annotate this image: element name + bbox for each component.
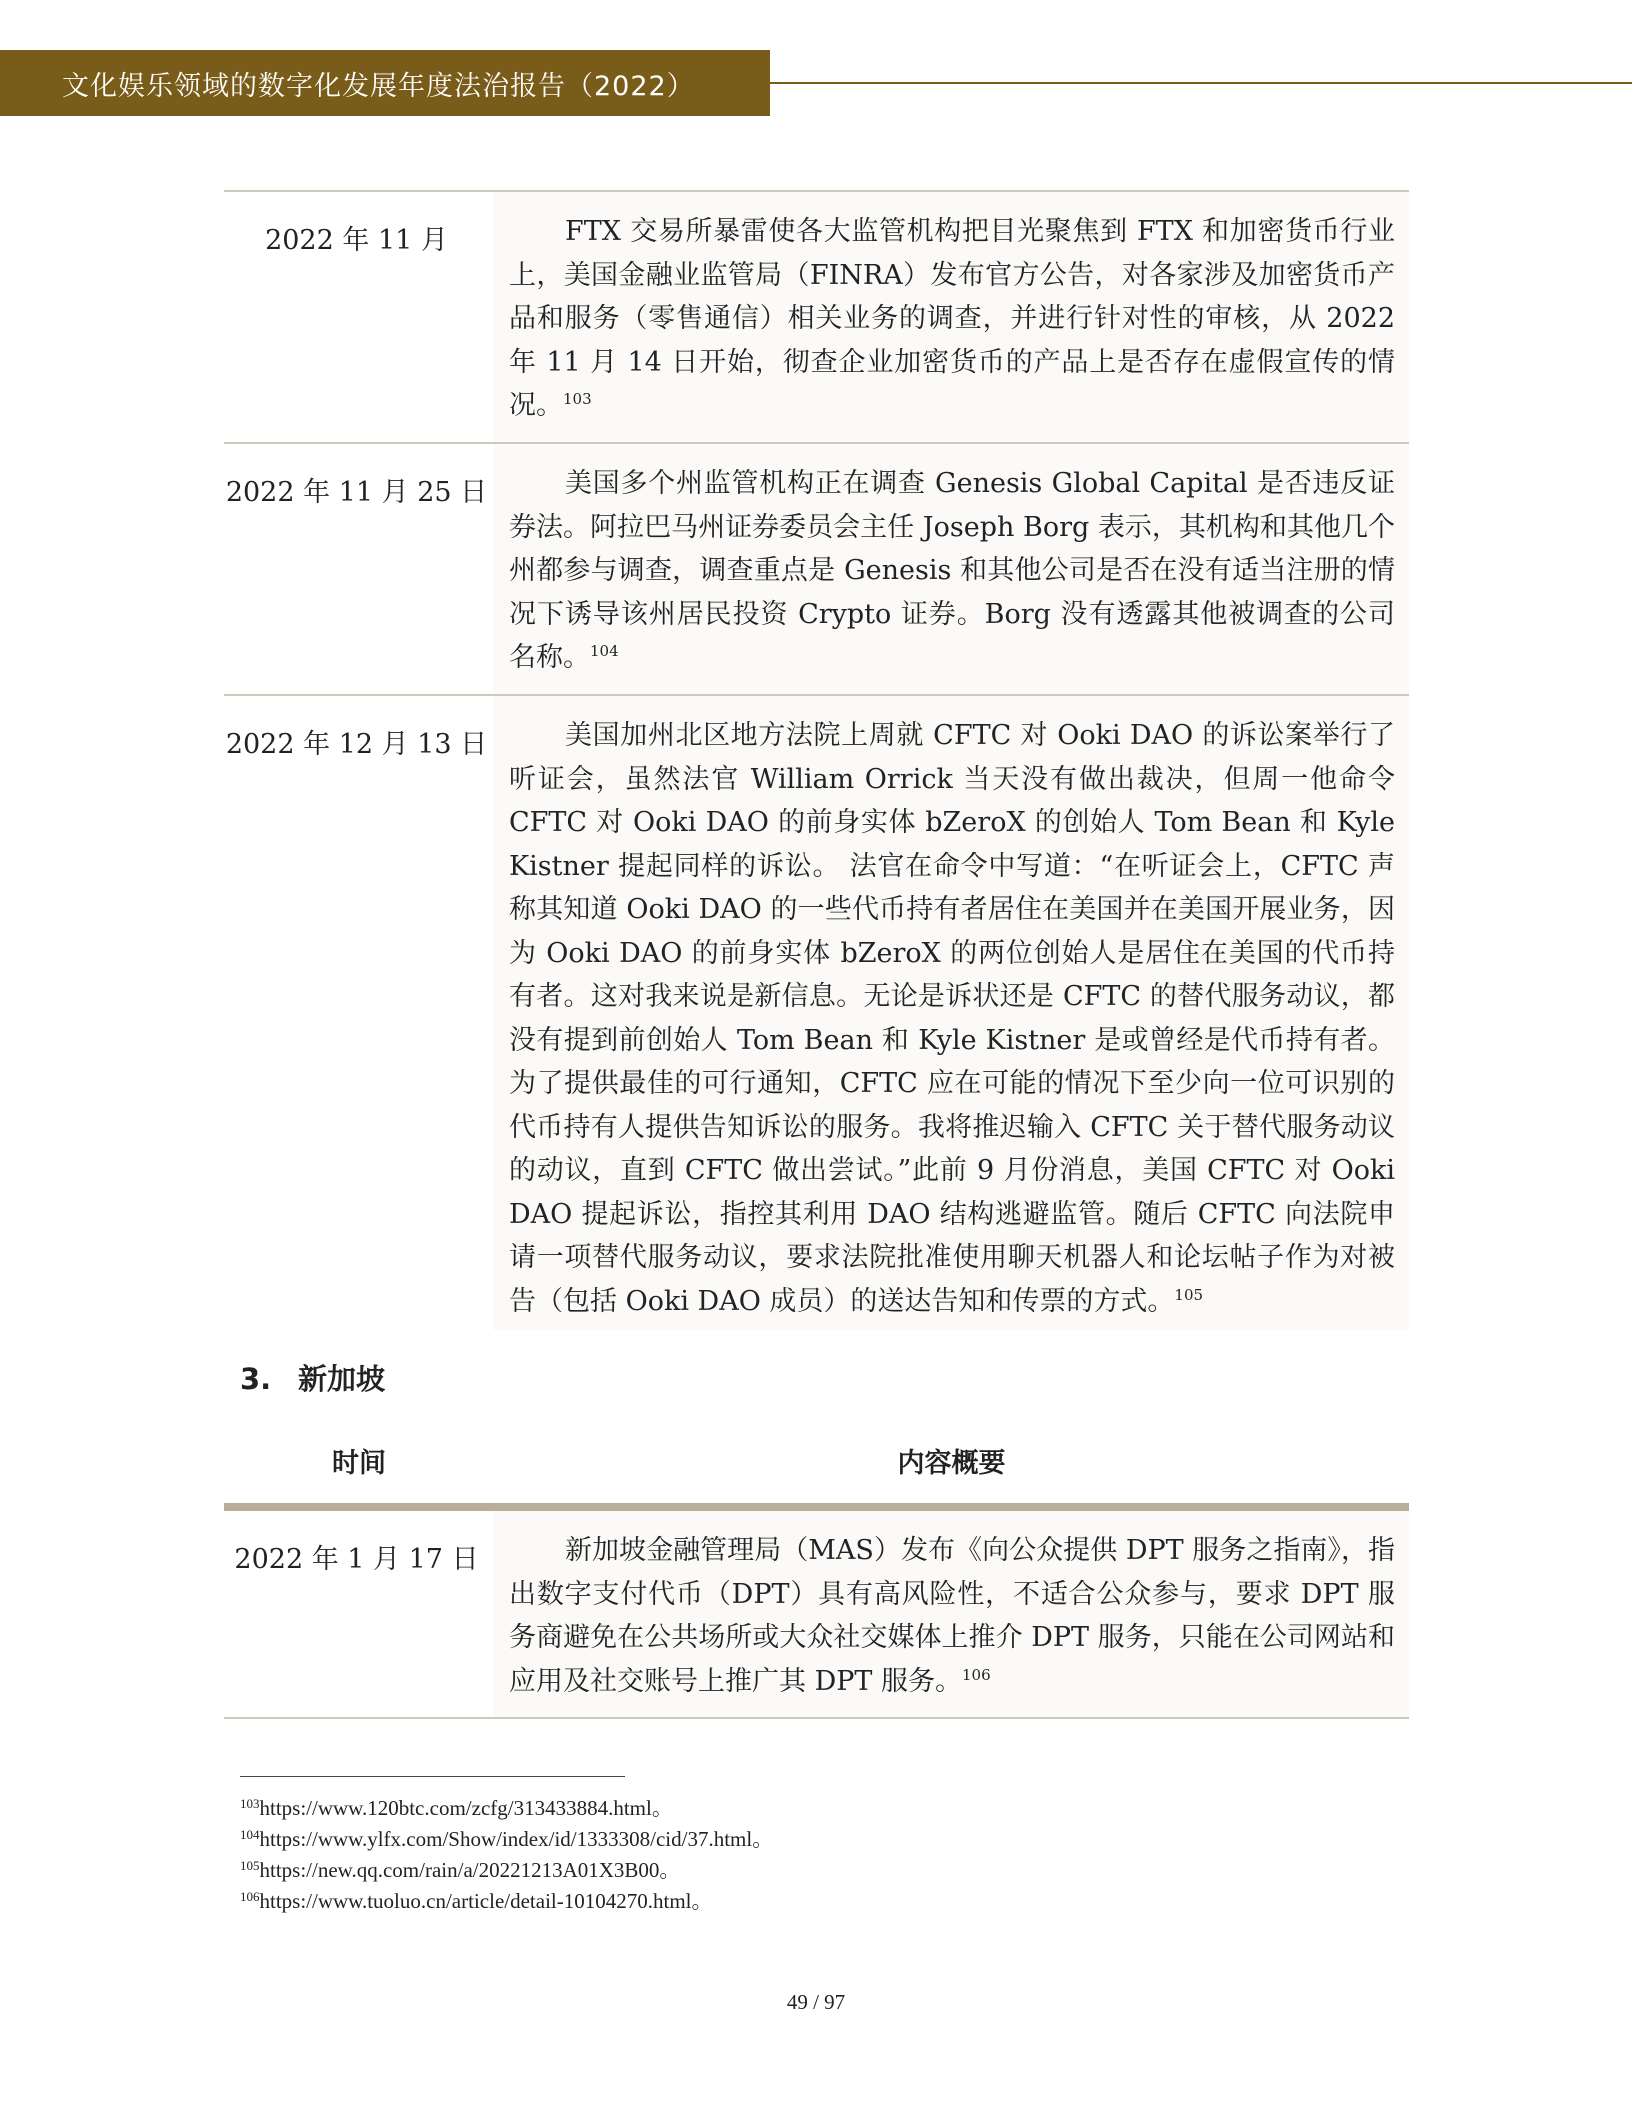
section-title: 新加坡: [298, 1362, 386, 1396]
row-text: 美国多个州监管机构正在调查 Genesis Global Capital 是否违反证券法。阿拉巴马州证券委员会主任 Joseph Borg 表示，其机构和其他几个州都参与调查，调查重点是 Genesis 和其他公司是否在没有适当注册的情况下诱导该州居民投资 Crypto 证券。Borg 没有透露其他被调查的公司名称。: [509, 468, 1395, 673]
page-number: 49 / 97: [786, 1990, 846, 2014]
row-date: 2022 年 1 月 17 日: [224, 1511, 489, 1717]
row-text: FTX 交易所暴雷使各大监管机构把目光聚焦到 FTX 和加密货币行业上，美国金融业监管局（FINRA）发布官方公告，对各家涉及加密货币产品和服务（零售通信）相关业务的调查，并进行针对性的审核，从 2022 年 11 月 14 日开始，彻查企业加密货币的产品上是否存在虚假宣传的情况。: [509, 216, 1395, 421]
table-row: [224, 1511, 1409, 1719]
row-date: 2022 年 12 月 13 日: [224, 696, 489, 1330]
section-number: 3.: [240, 1362, 272, 1396]
table-row: [224, 696, 1409, 1330]
table-header: [224, 1418, 1409, 1502]
events-table-singapore: [224, 1511, 1409, 1719]
footnote: $^{106}$https://www.tuoluo.cn/article/detail-10104270.html。: [240, 1889, 713, 1913]
row-date: 2022 年 11 月 25 日: [224, 444, 489, 694]
header-band: [0, 50, 770, 116]
header-rule: [770, 82, 1632, 84]
row-text: 美国加州北区地方法院上周就 CFTC 对 Ooki DAO 的诉讼案举行了听证会，虽然法官 William Orrick 当天没有做出裁决，但周一他命令 CFTC 对 Ooki DAO 的前身实体 bZeroX 的创始人 Tom Bean 和 Kyle Kistner 提起同样的诉讼。 法官在命令中写道：“在听证会上，CFTC 声称其知道 Ooki DAO 的一些代币持有者居住在美国并在美国开展业务，因为 Ooki DAO 的前身实体 bZeroX 的两位创始人是居住在美国的代币持有者。这对我来说是新信息。无论是诉状还是 CFTC 的替代服务动议，都没有提到前创始人 Tom Bean 和 Kyle Kistner 是或曾经是代币持有者。为了提供最佳的可行通知，CFTC 应在可能的情况下至少向一位可识别的代币持有人提供告知诉讼的服务。我将推迟输入 CFTC 关于替代服务动议的动议，直到 CFTC 做出尝试。”此前 9 月份消息，美国 CFTC 对 Ooki DAO 提起诉讼，指控其利用 DAO 结构逃避监管。随后 CFTC 向法院申请一项替代服务动议，要求法院批准使用聊天机器人和论坛帖子作为对被告（包括 Ooki DAO 成员）的送达告知和传票的方式。: [509, 720, 1395, 1317]
footnote-divider: [240, 1776, 625, 1777]
footnote-ref[interactable]: 106: [962, 1665, 991, 1684]
section-heading: [240, 1357, 385, 1398]
table-row: [224, 190, 1409, 444]
footnote-link[interactable]: https://www.120btc.com/zcfg/313433884.html。: [259, 1796, 673, 1820]
row-text: 新加坡金融管理局（MAS）发布《向公众提供 DPT 服务之指南》，指出数字支付代币（DPT）具有高风险性，不适合公众参与，要求 DPT 服务商避免在公共场所或大众社交媒体上推介 DPT 服务，只能在公司网站和应用及社交账号上推广其 DPT 服务。: [509, 1535, 1395, 1697]
footnote-link[interactable]: https://new.qq.com/rain/a/20221213A01X3B00。: [259, 1858, 681, 1882]
footnote: $^{104}$https://www.ylfx.com/Show/index/id/1333308/cid/37.html。: [240, 1827, 774, 1851]
footnotes: [240, 1793, 773, 1917]
footnote: $^{105}$https://new.qq.com/rain/a/20221213A01X3B00。: [240, 1858, 681, 1882]
footnote-link[interactable]: https://www.tuoluo.cn/article/detail-10104270.html。: [259, 1889, 713, 1913]
table-row: [224, 444, 1409, 696]
events-table-us: [224, 190, 1409, 1330]
table-header-rule: [224, 1503, 1409, 1511]
footnote: $^{103}$https://www.120btc.com/zcfg/313433884.html。: [240, 1796, 673, 1820]
row-content: [493, 192, 1409, 442]
footnote-ref[interactable]: 104: [590, 642, 619, 660]
column-header-date: 时间: [332, 1447, 386, 1479]
footnote-ref[interactable]: 105: [1174, 1285, 1204, 1304]
footnote-ref[interactable]: 103: [563, 390, 592, 408]
row-date: 2022 年 11 月: [224, 192, 489, 442]
footnote-link[interactable]: https://www.ylfx.com/Show/index/id/1333308/cid/37.html。: [259, 1827, 774, 1851]
column-header-content: 内容概要: [897, 1447, 1006, 1479]
row-content: [493, 696, 1409, 1330]
report-title: 文化娱乐领域的数字化发展年度法治报告（2022）: [62, 70, 695, 102]
row-content: [493, 444, 1409, 694]
row-content: [493, 1511, 1409, 1717]
